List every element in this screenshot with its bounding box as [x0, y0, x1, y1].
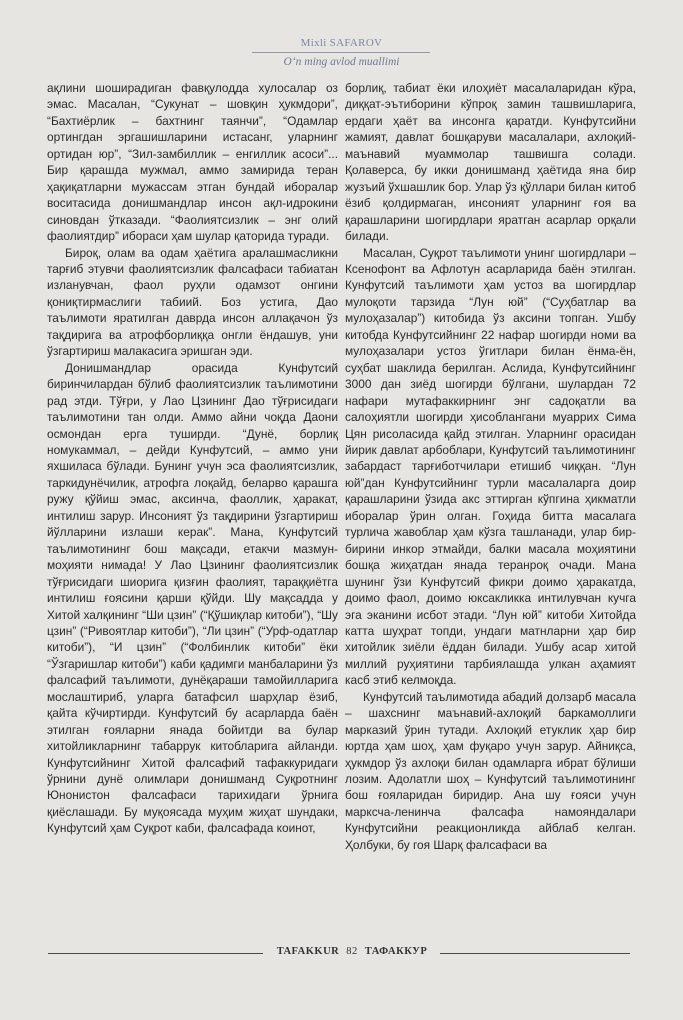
- page-number: 82: [346, 946, 358, 957]
- header-subtitle: O‘n ming avlod muallimi: [283, 56, 400, 68]
- header-rule: [252, 52, 430, 53]
- text-column-right: [345, 80, 636, 926]
- page-footer: [0, 945, 683, 961]
- paragraph: Донишмандлар орасида Кунфутсий биринчилардан бўлиб фаолиятсизлик таълимотини рад этди. Тўғри, у Лао Цзининг Дао тўғрисидаги таълимотини тан олди. Аммо айни чоқда Даони осмондан ерга туширди. “Дунё, борлиқ номукаммал, – дейди Кунфутсий, – аммо уни яхшилаca бўлади. Бунинг учун эса фаолиятсизлик, таркидунёчилик, атрофга лоқайд, беларво қарашга ружу қўйиш эмас, аксинча, фаоллик, ҳаракат, интилиш зарур. Инсоният ўз тақдирини ўзгартириш йўлларини излаши керак”. Мана, Кунфутсий таълимотининг бош мақсади, етакчи мазмун-моҳияти нимада! У Лао Цзининг фаолиятсизлик тўғрисидаги шиорига қизғин фаолият, тараққиётга интилиш ғоясини қарши қўйди. Шу мақсадда у Хитой халқининг “Ши цзин” (“Қўшиқлар китоби”), “Шу цзин” (“Ривоятлар китоби”), “Ли цзин” (“Урф-одатлар китоби”), “И цзин” (“Фолбинлик китоби” ёки “Ўзгаришлар китоби”) каби қадимги манбаларини ўз фалсафий таълимоти, дунёқараши тамойилларига мослаштириб, уларга батафсил шарҳлар ёзиб, қайта кўчиртирди. Кунфутсий бу асарларда баён этилган ғояларни янада бойитди ва булар хитойликларнинг табаррук китобларига айланди. Кунфутсийнинг Хитой фалсафий тафаккуридаги ўрнини дунё олимлари донишманд Суқротнинг Юнонистон фалсафаси тарихидаги ўрнига қиёслашади. Бу муқояcада муҳим жиҳат шундаки, Кунфутсий ҳам Суқрот каби, фалсафада коинот,: [47, 360, 338, 836]
- footer-journal-latin: TAFAKKUR: [276, 946, 340, 957]
- paragraph: Кунфутсий таълимотида абадий долзарб масала – шахснинг маънавий-ахлоқий баркамоллиги марказий ўрин тутади. Ахлоқий етуклик ҳар бир юртда ҳам шоҳ, ҳам фуқаро учун зарур. Айниқса, ҳукмдор ўз ахлоқи билан одамларга ибрат бўлиши лозим. Адолатли шоҳ – Кунфутсий таълимотининг бош ғояларидан биридир. Ана шу ғояси учун марксча-ленинча фалсафа намояндалари Кунфутсийни реакционликда айблаб келган. Ҳолбуки, бу гоя Шарқ фалсафаси ва: [345, 689, 636, 852]
- paragraph: Масалан, Суқрот таълимоти унинг шогирдлари – Ксенофонт ва Афлотун асарларида баён этилган. Кунфутсий таълимоти ҳам устоз ва шогирдлар мулоқоти тарзида “Лун юй” (“Суҳбатлар ва мулоҳазалар”) китобида ўз аксини топган. Ушбу китобда Кунфутсийнинг 22 нафар шогирди номи ва мулоҳазалари устоз ўгитлари билан ёнма-ён, суҳбат шаклида берилган. Аслида, Кунфутсийнинг 3000 дан зиёд шогирди бўлгани, шулардан 72 нафари мутафаккирнинг энг садоқатли ва салоҳиятли шогирди ҳисоблангани муаррих Сима Цян рисоласида қайд этилган. Уларнинг орасидан йирик давлат арбоблари, Кунфутсий таълимотининг забардаст тарғиботчилари етишиб чиққан. “Лун юй”дан Кунфутсийнинг турли масалаларга доир қарашларини ўзида акс эттирган кўпгина ҳикматли иборалар ўрин олган. Гоҳида битта масалага турлича жавоблар ҳам кўзга ташланади, улар бир-бирини инкор этмайди, балки масала моҳиятини бошқа жиҳатдан янада теранроқ очади. Мана шунинг ўзи Кунфутсий фикри доимо ҳаракатда, доимо фаол, доимо юксакликка интилувчан кучга эга эканини исбот этади. “Лун юй” китоби Хитойда катта шуҳрат топди, ундаги матнларни ҳар бир хитойлик зиёли ёддан билади. Ушбу асар хитой миллий руҳиятини тарбиялашда улкан аҳамият касб этиб келмоқда.: [345, 245, 636, 688]
- header-author: Mixli SAFAROV: [300, 37, 383, 49]
- running-header: [0, 36, 683, 50]
- footer-rule-right: [440, 953, 630, 954]
- paragraph: ақлини шоширадиган фавқулодда хулосалар оз эмас. Масалан, “Сукунат – шовқин ҳукмдори”, “Бахтиёрлик – бахтнинг таянчи”, “Одамлар ортингдан эргашишларини истасанг, уларнинг ортидан юр”, “Зил-замбиллик – енгиллик асоси”... Бир қарашда мужмал, аммо замирида теран ҳақиқатларни мужассам этган бундай иборалар воситасида донишмандлар инсон ақл-идрокини синовдан ўтказади. “Фаолиятсизлик – энг олий фаолиятдир” ибораси ҳам шулар қаторида туради.: [47, 81, 338, 244]
- paragraph: борлиқ, табиат ёки илоҳиёт масалаларидан кўра, диққат-эътиборини кўпроқ замин ташвишларига, ердаги ҳаёт ва инсонга қаратди. Кунфутсийни жамият, давлат бошқаруви масалалари, ахлоқий-маънавий муаммолар ташвишга солади. Қолаверса, бу икки донишманд ҳаётида яна бир жузъий ўхшашлик бор. Улар ўз қўллари билан китоб ёзиб қолдирмаган, инсоният уларнинг ғоя ва қарашларини шогирдлари яратган асарлар орқали билади.: [345, 81, 636, 244]
- footer-journal-cyrillic: ТАФАККУР: [364, 946, 428, 957]
- text-column-left: [47, 80, 338, 926]
- footer-rule-left: [48, 953, 263, 954]
- paragraph: Бироқ, олам ва одам ҳаётига аралашмасликни тарғиб этувчи фаолиятсизлик фалсафаси табиатан изланувчан, фаол руҳли одамзот онгини қониқтирмаслиги табиий. Боз устига, Дао таълимоти яратилган даврда инсон аллақачон ўз тақдирига ва атрофборлиққа онгли ёндашув, уни ўзгартириш малакасига эришган эди.: [47, 245, 338, 359]
- footer-text: [268, 946, 436, 957]
